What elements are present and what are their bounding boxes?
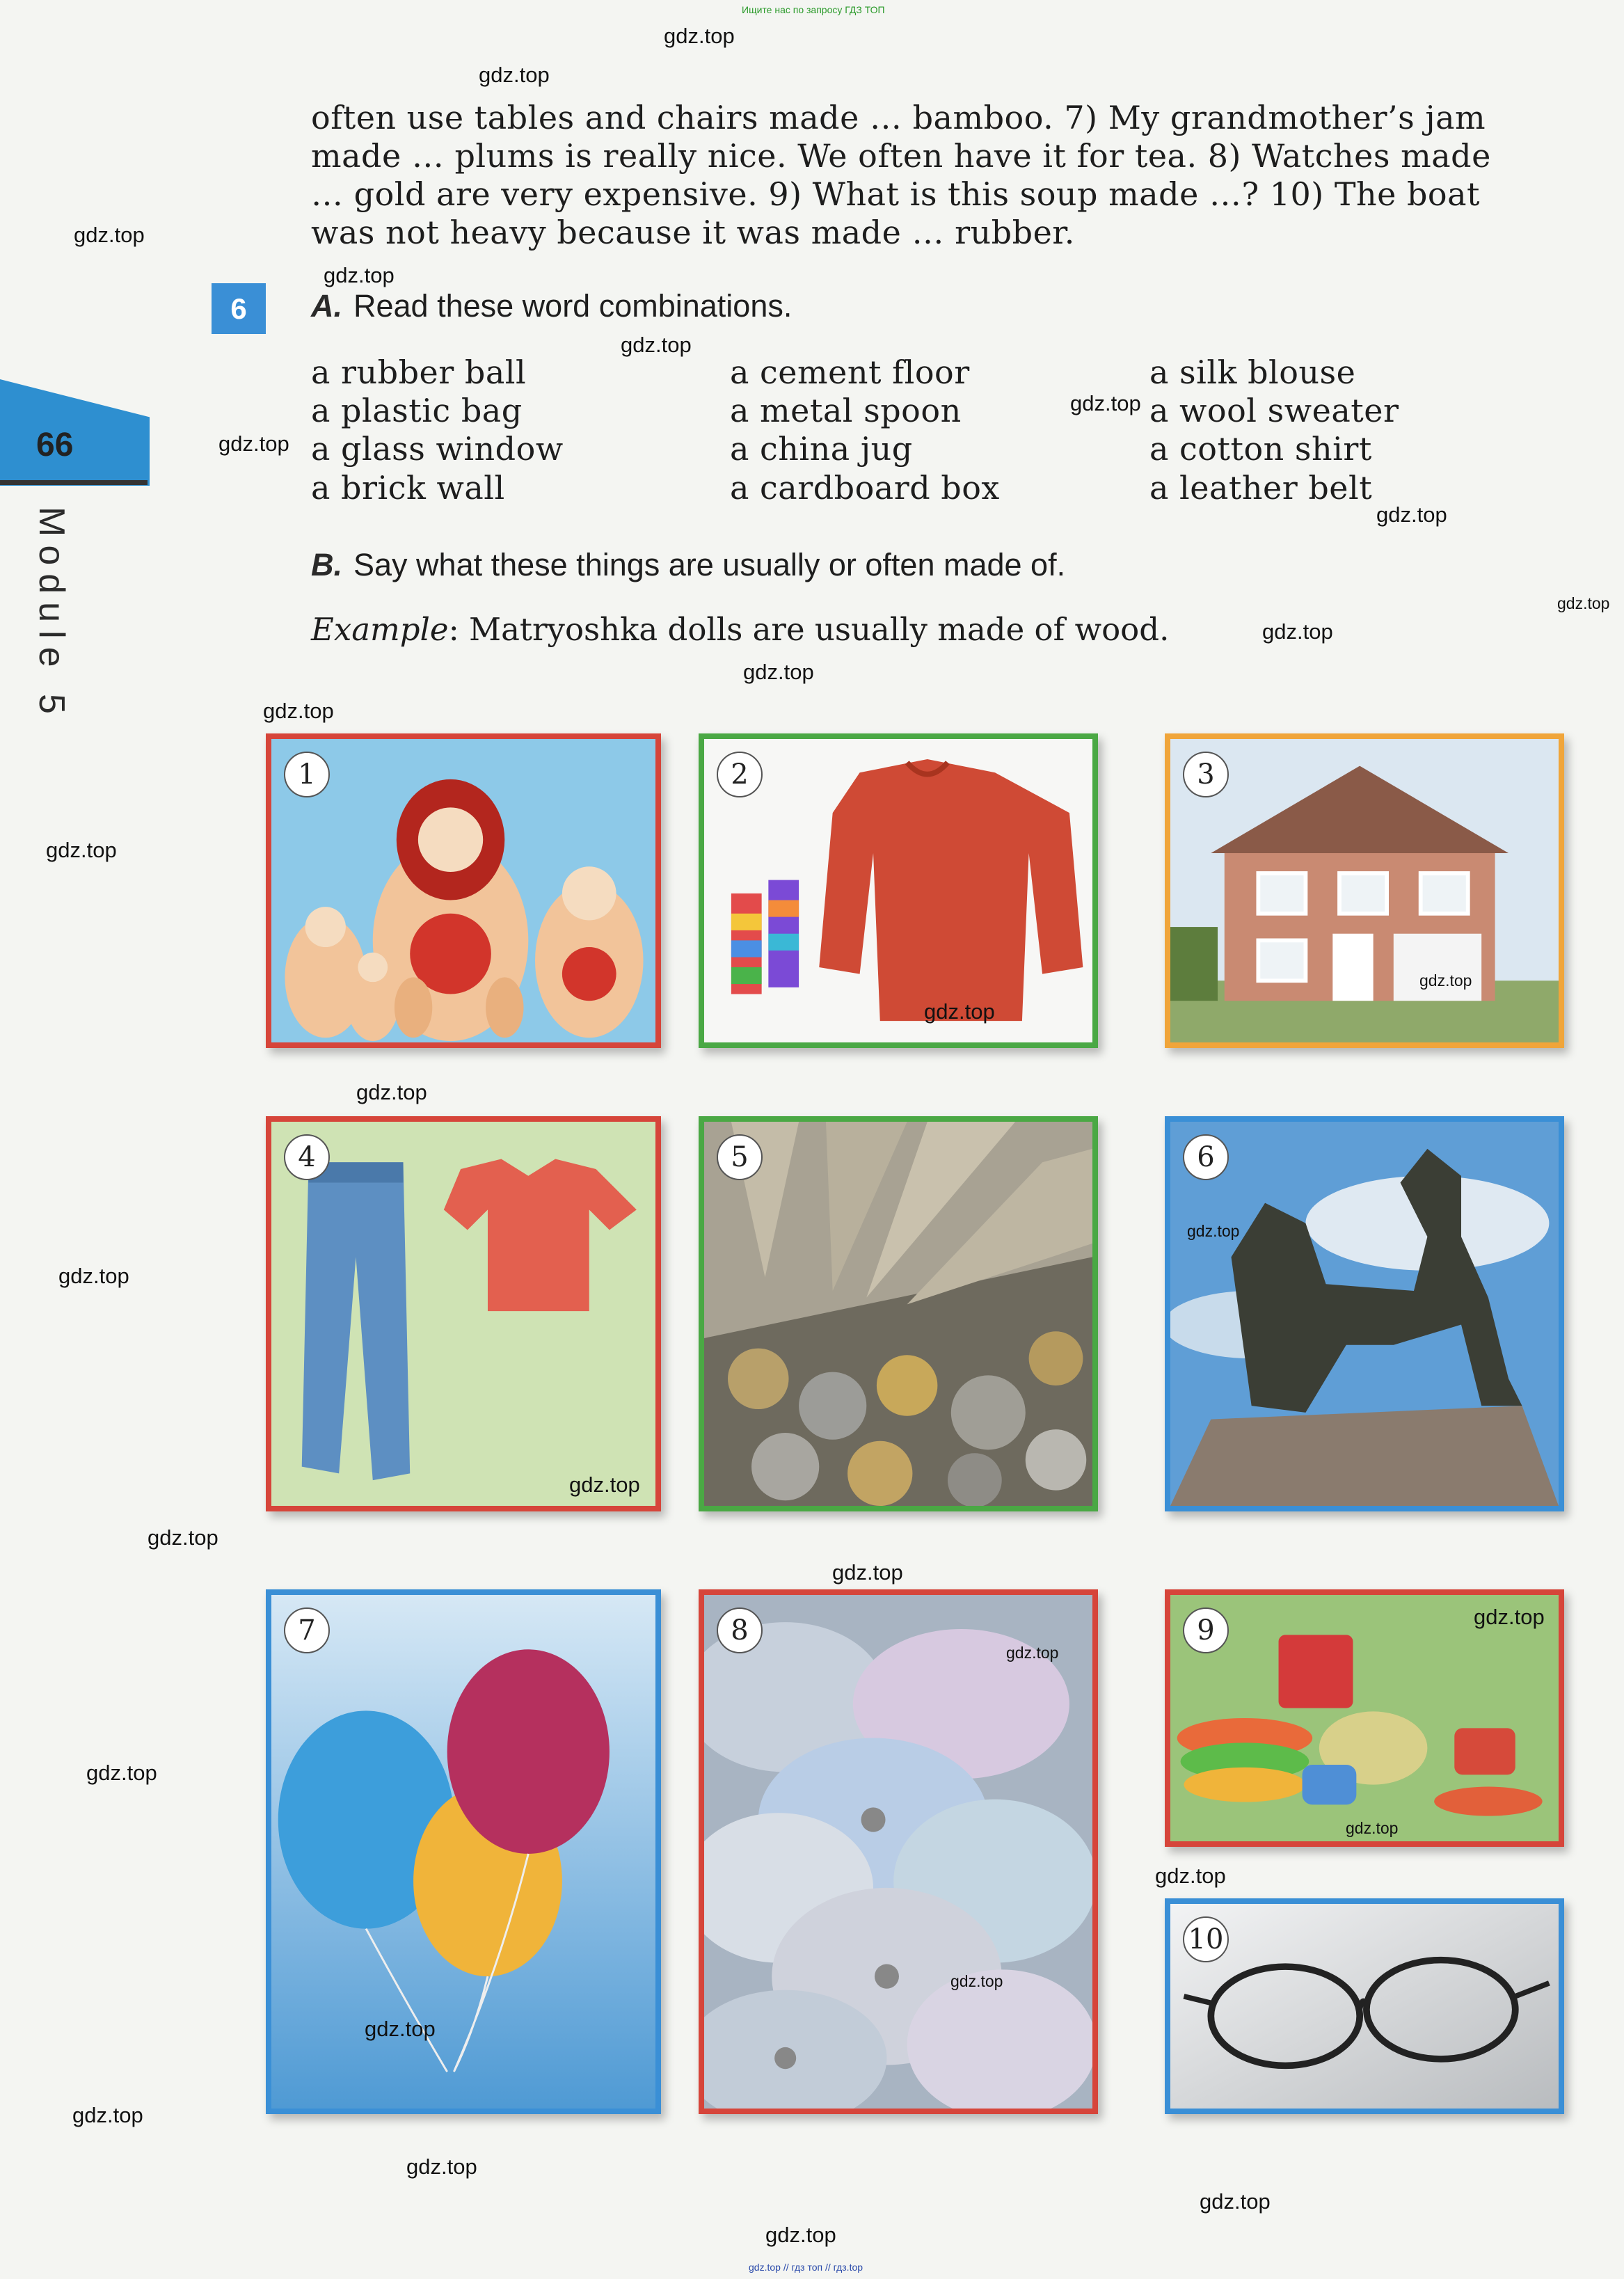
combination-item: a leather belt bbox=[1149, 469, 1373, 507]
watermark: gdz.top bbox=[743, 660, 814, 684]
watermark: gdz.top bbox=[1155, 1864, 1226, 1888]
picture-8-cds bbox=[699, 1589, 1098, 2114]
picture-number: 4 bbox=[284, 1134, 330, 1180]
watermark: gdz.top bbox=[924, 999, 995, 1024]
paragraph-line: made … plums is really nice. We often have it for tea. 8) Watches made bbox=[311, 137, 1491, 175]
picture-7-balloons bbox=[266, 1589, 661, 2114]
combination-item: a metal spoon bbox=[730, 392, 962, 429]
watermark: gdz.top bbox=[1187, 1222, 1240, 1240]
top-notice: Ищите нас по запросу ГДЗ ТОП bbox=[742, 4, 885, 15]
combination-item: a cardboard box bbox=[730, 469, 1000, 507]
picture-3-house bbox=[1165, 733, 1564, 1048]
combination-item: a wool sweater bbox=[1149, 392, 1399, 429]
balloons-image bbox=[271, 1595, 655, 2109]
exercise-number-badge: 6 bbox=[212, 283, 266, 334]
watermark: gdz.top bbox=[765, 2223, 836, 2247]
watermark: gdz.top bbox=[1200, 2189, 1271, 2214]
part-a-letter: A. bbox=[311, 288, 342, 324]
watermark: gdz.top bbox=[1262, 619, 1333, 644]
combination-item: a silk blouse bbox=[1149, 354, 1356, 391]
module-label: Module 5 bbox=[31, 507, 72, 722]
example-label: Example bbox=[311, 611, 449, 648]
watermark: gdz.top bbox=[356, 1080, 427, 1104]
part-b-instruction bbox=[311, 547, 1065, 583]
watermark: gdz.top bbox=[148, 1525, 218, 1550]
part-b-text: Say what these things are usually or often made of. bbox=[353, 547, 1066, 582]
picture-10-glasses bbox=[1165, 1898, 1564, 2114]
page-number-rule bbox=[0, 480, 148, 485]
matryoshka-image bbox=[271, 739, 655, 1042]
watermark: gdz.top bbox=[58, 1264, 129, 1288]
watermark: gdz.top bbox=[72, 2103, 143, 2127]
combination-item: a cement floor bbox=[730, 354, 970, 391]
money-image bbox=[704, 1122, 1092, 1506]
picture-number: 7 bbox=[284, 1607, 330, 1653]
watermark: gdz.top bbox=[479, 63, 550, 87]
module-side-tab bbox=[0, 367, 150, 486]
watermark: gdz.top bbox=[1419, 971, 1472, 990]
picture-number: 1 bbox=[284, 752, 330, 797]
part-b-letter: B. bbox=[311, 547, 342, 582]
example-sentence bbox=[311, 611, 1169, 648]
watermark: gdz.top bbox=[86, 1761, 157, 1785]
watermark: gdz.top bbox=[406, 2154, 477, 2179]
page-number: 66 bbox=[36, 427, 74, 463]
part-a-text: Read these word combinations. bbox=[353, 288, 793, 324]
cds-image bbox=[704, 1595, 1092, 2109]
watermark: gdz.top bbox=[365, 2017, 436, 2041]
statue-image bbox=[1170, 1122, 1559, 1506]
exercise-5-text bbox=[311, 99, 1570, 252]
sweater-socks-image bbox=[704, 739, 1092, 1042]
watermark: gdz.top bbox=[1376, 502, 1447, 527]
combination-item: a glass window bbox=[311, 430, 564, 468]
part-a-instruction bbox=[311, 288, 792, 324]
picture-number: 10 bbox=[1183, 1916, 1229, 1962]
watermark: gdz.top bbox=[832, 1560, 903, 1585]
paragraph-line: often use tables and chairs made … bamboo. 7) My grandmother’s jam bbox=[311, 99, 1486, 136]
watermark: gdz.top bbox=[74, 223, 145, 247]
watermark: gdz.top bbox=[46, 838, 117, 862]
picture-2-clothes bbox=[699, 733, 1098, 1048]
watermark: gdz.top bbox=[1070, 391, 1141, 415]
picture-4-jeans bbox=[266, 1116, 661, 1511]
bottom-notice: gdz.top // гдз топ // гдз.top bbox=[749, 2262, 863, 2273]
picture-1-matryoshka bbox=[266, 733, 661, 1048]
combination-item: a brick wall bbox=[311, 469, 505, 507]
picture-number: 5 bbox=[717, 1134, 763, 1180]
glasses-image bbox=[1170, 1904, 1559, 2109]
picture-number: 2 bbox=[717, 752, 763, 797]
watermark: gdz.top bbox=[1557, 594, 1610, 612]
watermark: gdz.top bbox=[1474, 1605, 1545, 1629]
watermark: gdz.top bbox=[664, 24, 735, 48]
combination-item: a plastic bag bbox=[311, 392, 523, 429]
watermark: gdz.top bbox=[324, 263, 395, 287]
watermark: gdz.top bbox=[621, 333, 692, 357]
watermark: gdz.top bbox=[218, 431, 289, 456]
watermark: gdz.top bbox=[1006, 1644, 1059, 1662]
watermark: gdz.top bbox=[950, 1972, 1003, 1990]
house-image bbox=[1170, 739, 1559, 1042]
watermark: gdz.top bbox=[569, 1472, 640, 1497]
picture-number: 8 bbox=[717, 1607, 763, 1653]
picture-6-statue bbox=[1165, 1116, 1564, 1511]
picture-number: 3 bbox=[1183, 752, 1229, 797]
paragraph-line: … gold are very expensive. 9) What is this soup made …? 10) The boat bbox=[311, 175, 1481, 213]
picture-number: 6 bbox=[1183, 1134, 1229, 1180]
paragraph-line: was not heavy because it was made … rubber. bbox=[311, 214, 1075, 251]
combination-item: a rubber ball bbox=[311, 354, 527, 391]
combination-item: a china jug bbox=[730, 430, 913, 468]
picture-number: 9 bbox=[1183, 1607, 1229, 1653]
watermark: gdz.top bbox=[1346, 1819, 1399, 1837]
example-text: : Matryoshka dolls are usually made of wood. bbox=[448, 611, 1170, 648]
combination-item: a cotton shirt bbox=[1149, 430, 1372, 468]
watermark: gdz.top bbox=[263, 699, 334, 723]
jeans-tshirt-image bbox=[271, 1122, 655, 1506]
picture-5-money bbox=[699, 1116, 1098, 1511]
